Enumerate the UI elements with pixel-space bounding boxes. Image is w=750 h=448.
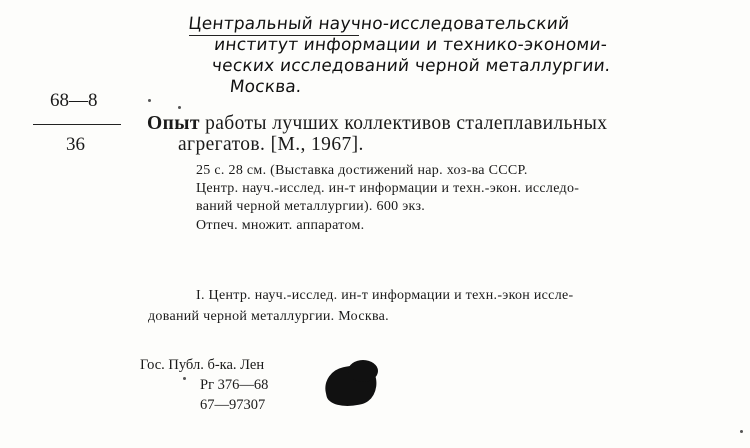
tracing-line: I. Центр. науч.-исслед. ин-т информации и техн.-экон иссле- (196, 288, 574, 303)
handwritten-annotation (181, 14, 616, 98)
tracing-line: дований черной металлургии. Москва. (148, 309, 389, 324)
handwritten-line: Москва. (228, 77, 303, 97)
description-line: Центр. науч.-исслед. ин-т информации и техн.-экон. исследо- (196, 181, 580, 196)
title-lead-word: Опыт (147, 113, 200, 134)
library-stamp-line: 67—97307 (200, 397, 266, 413)
speck (183, 377, 186, 380)
speck (148, 99, 151, 102)
speck (178, 106, 181, 109)
title-line-2: агрегатов. [М., 1967]. (178, 134, 364, 155)
classification-denominator: 36 (66, 134, 85, 155)
handwritten-line: ческих исследований черной металлургии. (210, 56, 612, 76)
library-stamp-line: Гос. Публ. б-ка. Лен (140, 357, 265, 373)
classification-numerator: 68—8 (50, 90, 98, 111)
description-line: 25 с. 28 см. (Выставка достижений нар. хоз-ва СССР. (196, 163, 528, 178)
library-stamp-line: Рг 376—68 (200, 377, 269, 393)
title-line (147, 113, 607, 135)
classification-divider (33, 124, 121, 125)
handwritten-underline (189, 35, 359, 36)
ink-blot (348, 360, 378, 382)
title-rest: работы лучших коллективов сталеплавильных (205, 113, 608, 134)
speck (740, 430, 743, 433)
description-line: Отпеч. множит. аппаратом. (196, 218, 365, 233)
handwritten-line: институт информации и технико-экономи- (213, 35, 609, 55)
handwritten-line: Центральный научно-исследовательский (187, 14, 571, 34)
description-line: ваний черной металлургии). 600 экз. (196, 199, 426, 214)
